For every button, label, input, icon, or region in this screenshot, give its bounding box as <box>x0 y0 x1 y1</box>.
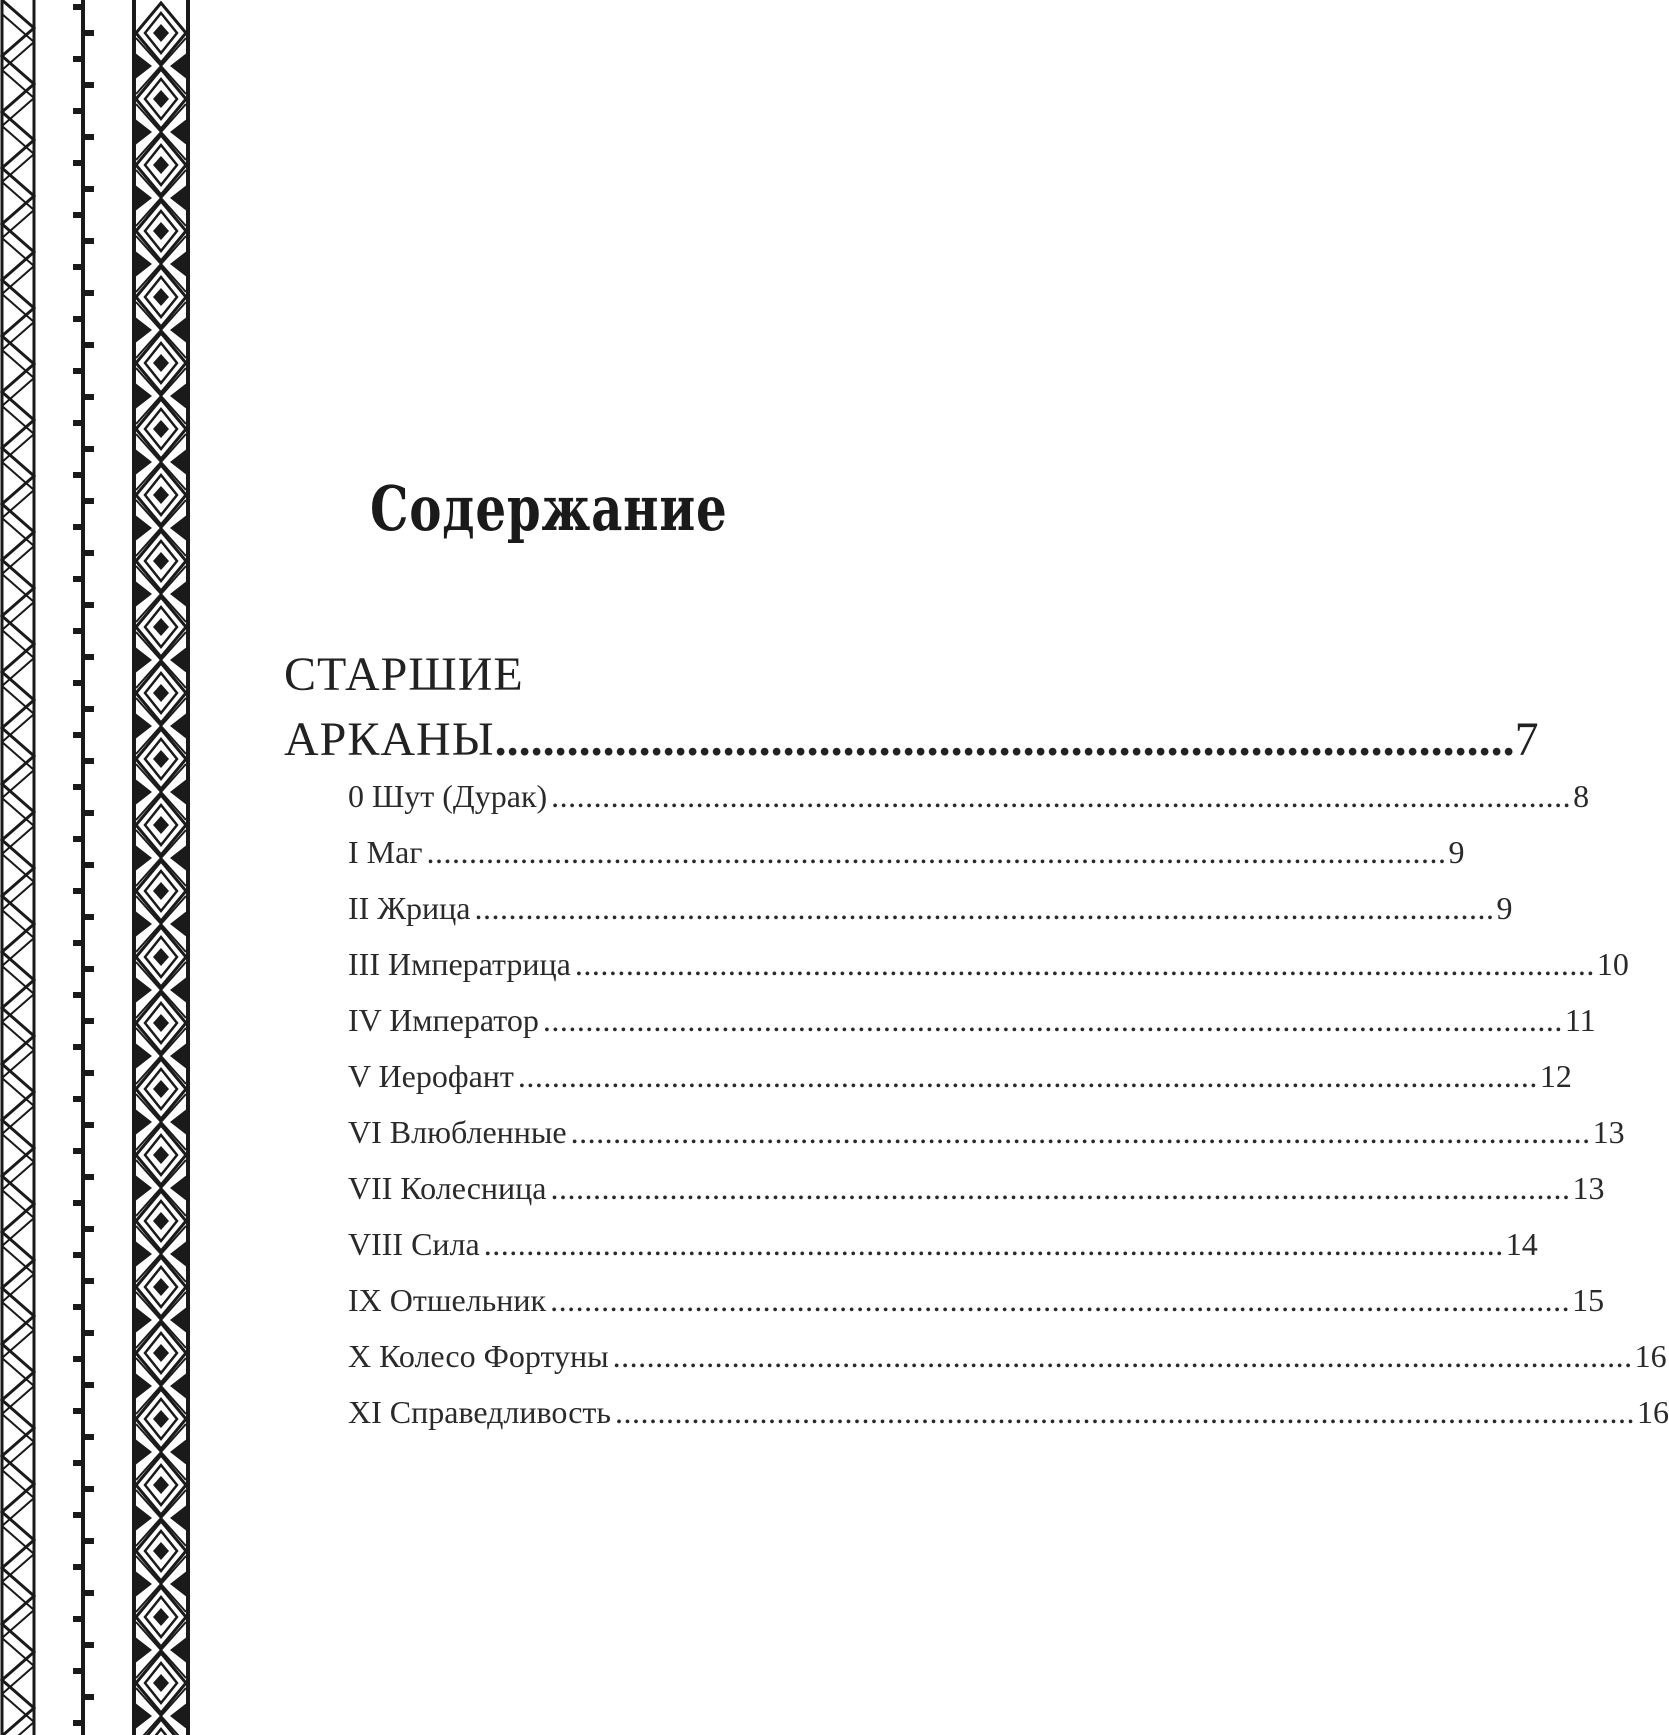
dot-leader: ........................................................................................................................ <box>570 1114 1591 1150</box>
dot-leader: ........................................................................................................................ <box>474 890 1495 926</box>
section-page-number: 7 <box>1514 713 1540 766</box>
toc-entry[interactable] <box>348 778 1590 834</box>
toc-entry[interactable] <box>348 1170 1605 1226</box>
toc-entry-label: XI Справедливость <box>348 1394 611 1430</box>
toc-entry[interactable] <box>348 1338 1667 1394</box>
toc-entry-label: V Иерофант <box>348 1058 514 1094</box>
dot-leader: ........................................................................................................................ <box>542 1002 1563 1038</box>
toc-entry[interactable] <box>348 1002 1596 1058</box>
toc-entry-page-number: 14 <box>1505 1226 1538 1262</box>
dot-leader: ........................................................................................................................ <box>614 1394 1635 1430</box>
toc-entry-page-number: 16 <box>1636 1394 1669 1430</box>
toc-entry-label: I Маг <box>348 834 423 870</box>
section-heading <box>284 642 1540 772</box>
toc-entry[interactable] <box>348 834 1465 890</box>
toc-entry-label: VIII Сила <box>348 1226 480 1262</box>
page-title: Содержание <box>370 472 728 545</box>
section-title-line1: СТАРШИЕ <box>284 648 524 701</box>
toc-entry[interactable] <box>348 1282 1605 1338</box>
toc-entry-page-number: 9 <box>1448 834 1465 870</box>
toc-entry-page-number: 8 <box>1573 778 1590 814</box>
toc-entry-page-number: 15 <box>1572 1282 1605 1318</box>
toc-entry-page-number: 11 <box>1564 1002 1596 1038</box>
dot-leader: ........................................................................................................................ <box>483 1226 1504 1262</box>
toc-entry-list <box>348 778 1669 1450</box>
toc-entry-page-number: 12 <box>1539 1058 1572 1094</box>
dot-leader: ........................................................................................................................ <box>517 1058 1538 1094</box>
section-title-line2: АРКАНЫ <box>284 713 495 766</box>
toc-entry-page-number: 13 <box>1592 1114 1625 1150</box>
toc-entry-page-number: 9 <box>1496 890 1513 926</box>
toc-entry-label: VI Влюбленные <box>348 1114 567 1150</box>
toc-entry[interactable] <box>348 1114 1625 1170</box>
toc-entry[interactable] <box>348 890 1513 946</box>
toc-entry-label: III Императрица <box>348 946 571 982</box>
decorative-border-ornament <box>0 0 200 1735</box>
dot-leader: ........................................................................................................................ <box>550 1170 1571 1206</box>
dot-leader: ........................................................................................................................ <box>612 1338 1633 1374</box>
dot-leader: ........................................................................................................................ <box>574 946 1595 982</box>
toc-entry-label: II Жрица <box>348 890 471 926</box>
toc-entry-label: IX Отшельник <box>348 1282 547 1318</box>
toc-entry[interactable] <box>348 1394 1669 1450</box>
toc-entry[interactable] <box>348 1058 1572 1114</box>
toc-entry-page-number: 10 <box>1596 946 1629 982</box>
toc-entry-label: IV Император <box>348 1002 539 1038</box>
dot-leader: ........................................................................................................................ <box>551 778 1572 814</box>
toc-entry-label: X Колесо Фортуны <box>348 1338 609 1374</box>
dot-leader: ........................................................................................................................ <box>426 834 1447 870</box>
toc-entry[interactable] <box>348 946 1629 1002</box>
toc-entry[interactable] <box>348 1226 1538 1282</box>
toc-entry-page-number: 16 <box>1634 1338 1667 1374</box>
toc-entry-label: VII Колесница <box>348 1170 547 1206</box>
toc-entry-label: 0 Шут (Дурак) <box>348 778 548 814</box>
toc-entry-page-number: 13 <box>1572 1170 1605 1206</box>
dot-leader: ..................................................................................... <box>494 713 1515 766</box>
dot-leader: ........................................................................................................................ <box>550 1282 1571 1318</box>
